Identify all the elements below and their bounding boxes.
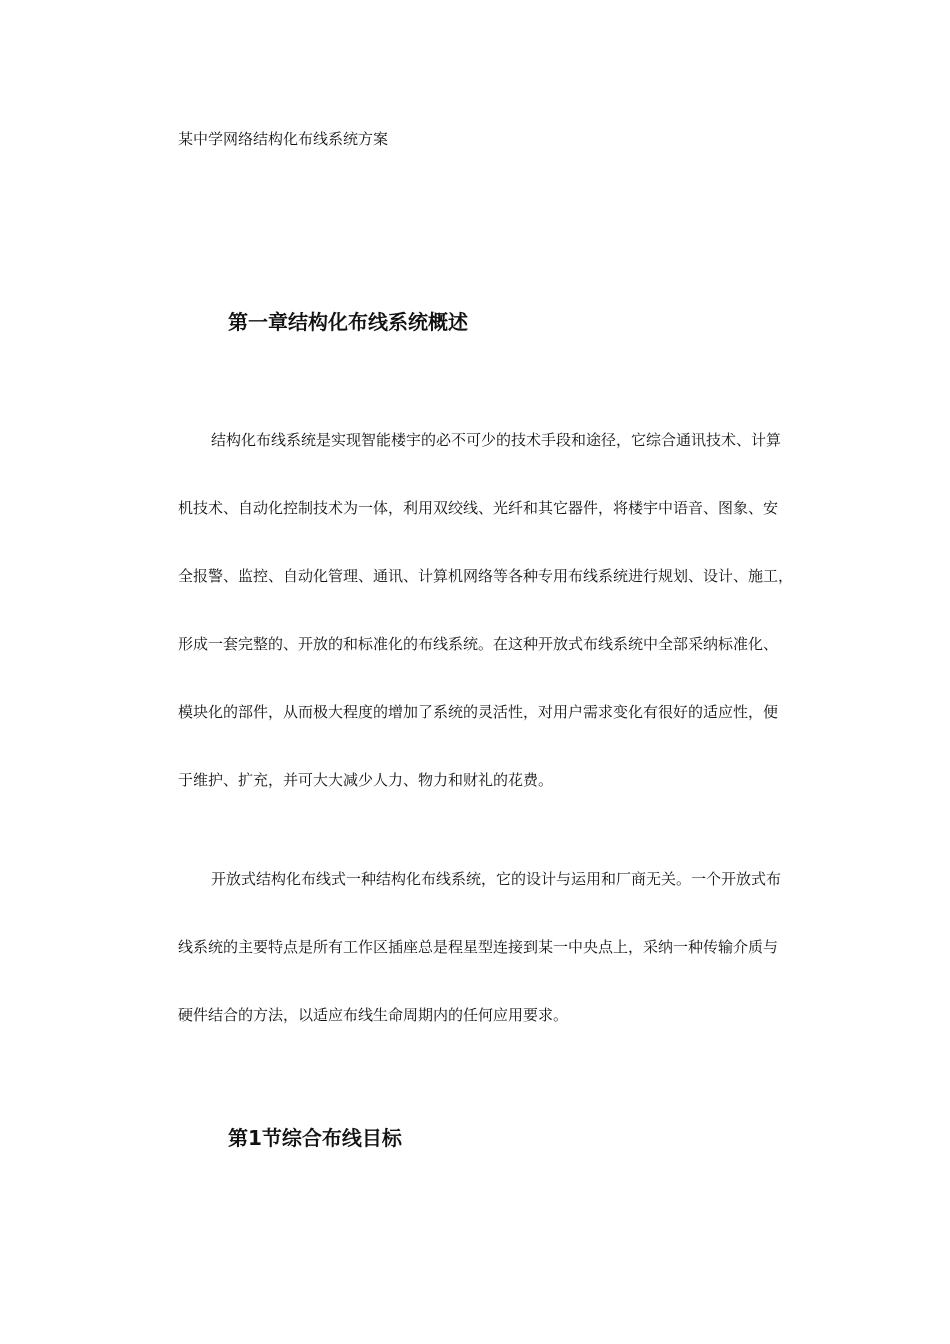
paragraph-line: 机技术、自动化控制技术为一体，利用双绞线、光纤和其它器件，将楼宇中语音、图象、安	[178, 499, 779, 517]
section-heading: 第1节综合布线目标	[228, 1126, 402, 1150]
paragraph-line: 模块化的部件，从而极大程度的增加了系统的灵活性，对用户需求变化有很好的适应性，便	[178, 703, 779, 721]
chapter-heading: 第一章结构化布线系统概述	[228, 310, 468, 334]
paragraph-line: 开放式结构化布线式一种结构化布线系统，它的设计与运用和厂商无关。一个开放式布	[211, 870, 782, 888]
paragraph-line: 形成一套完整的、开放的和标准化的布线系统。在这种开放式布线系统中全部采纳标准化、	[178, 635, 779, 653]
paragraph-1	[178, 429, 868, 837]
paragraph-line: 线系统的主要特点是所有工作区插座总是程星型连接到某一中央点上，采纳一种传输介质与	[178, 938, 779, 956]
paragraph-line: 于维护、扩充，并可大大减少人力、物力和财礼的花费。	[178, 771, 554, 789]
paragraph-line: 硬件结合的方法，以适应布线生命周期内的任何应用要求。	[178, 1006, 569, 1024]
paragraph-line: 结构化布线系统是实现智能楼宇的必不可少的技术手段和途径，它综合通讯技术、计算	[211, 431, 782, 449]
paragraph-2	[178, 868, 868, 1072]
document-title: 某中学网络结构化布线系统方案	[178, 130, 389, 148]
paragraph-line: 全报警、监控、自动化管理、通讯、计算机网络等各种专用布线系统进行规划、设计、施工，	[178, 567, 794, 585]
